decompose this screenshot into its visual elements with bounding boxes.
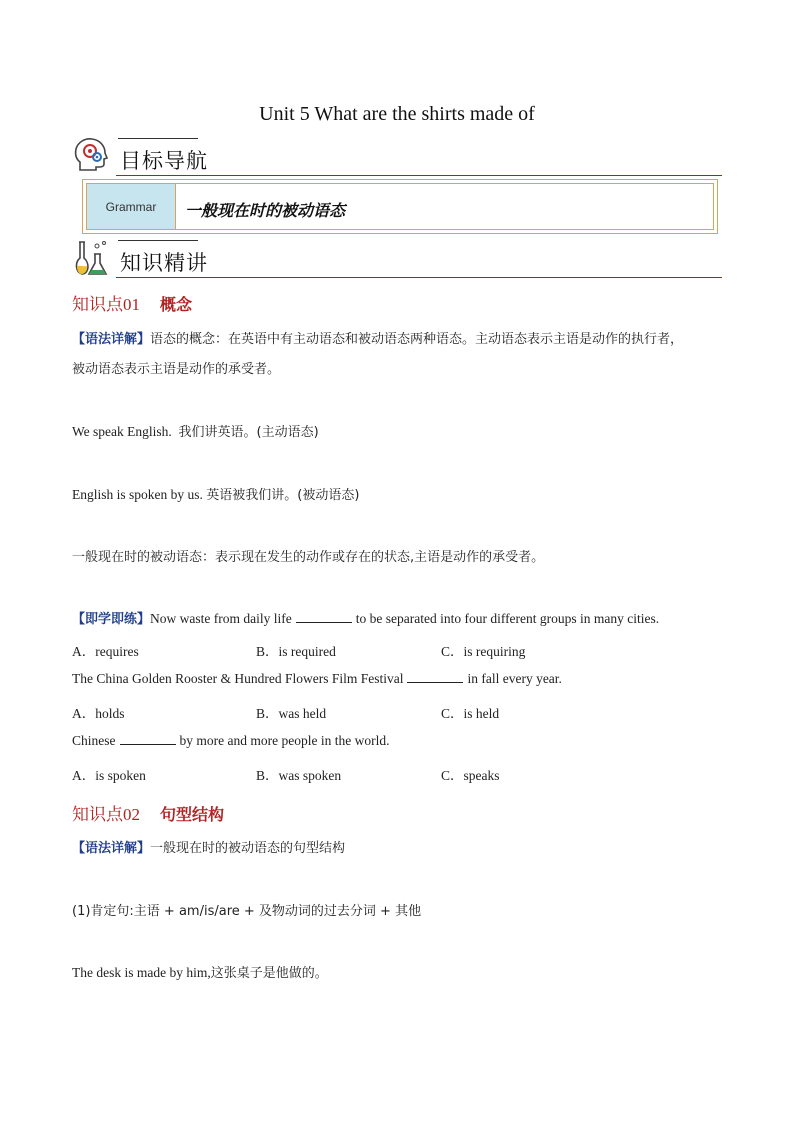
kp2-explain: 【语法详解】一般现在时的被动语态的句型结构 — [72, 841, 346, 856]
kp1-example1: We speak English. 我们讲英语。(主动语态) — [72, 424, 319, 440]
grammar-detail-tag: 【语法详解】 — [72, 841, 151, 856]
q1-option-b[interactable]: B．is required — [256, 644, 336, 659]
section-top-line — [118, 138, 198, 139]
kp2-heading — [72, 800, 224, 825]
answer-blank[interactable] — [296, 612, 352, 623]
section-top-line — [118, 240, 198, 241]
section-header-nav — [72, 136, 722, 176]
practice-q3: Chinese by more and more people in the world. — [72, 733, 390, 748]
q3-option-b[interactable]: B．was spoken — [256, 768, 342, 783]
head-gears-icon — [72, 136, 112, 176]
q2-option-b[interactable]: B．was held — [256, 706, 327, 721]
kp2-rule1: (1)肯定句:主语 + am/is/are + 及物动词的过去分词 + 其他 — [72, 904, 422, 919]
kp1-example2: English is spoken by us. 英语被我们讲。(被动语态) — [72, 487, 360, 503]
answer-blank[interactable] — [407, 672, 463, 683]
q3-option-c[interactable]: C．speaks — [441, 768, 500, 783]
practice-q2: The China Golden Rooster & Hundred Flowers Film Festival in fall every year. — [72, 671, 562, 686]
section-title-knowledge: 知识精讲 — [120, 251, 208, 275]
kp1-explain-line1: 【语法详解】语态的概念：在英语中有主动语态和被动语态两种语态。主动语态表示主语是动作的执行者， — [72, 332, 684, 347]
section-rule — [116, 175, 722, 176]
practice-q1: 【即学即练】Now waste from daily life to be separated into four different groups in many cities. — [72, 611, 660, 627]
q2-option-a[interactable]: A．holds — [72, 706, 125, 721]
q1-option-c[interactable]: C．is requiring — [441, 644, 526, 659]
q2-option-c[interactable]: C．is held — [441, 706, 500, 721]
nav-table — [82, 179, 718, 234]
kp2-name: 句型结构 — [160, 805, 225, 824]
kp1-name: 概念 — [160, 295, 193, 314]
grammar-detail-tag: 【语法详解】 — [72, 332, 151, 347]
q1-option-a[interactable]: A．requires — [72, 644, 139, 659]
q3-option-a[interactable]: A．is spoken — [72, 768, 146, 783]
lab-flasks-icon — [72, 238, 112, 278]
practice-tag: 【即学即练】 — [72, 612, 151, 627]
section-rule — [116, 277, 722, 278]
answer-blank[interactable] — [120, 734, 176, 745]
kp1-number: 知识点01 — [72, 295, 140, 314]
nav-table-content: 一般现在时的被动语态 — [185, 201, 346, 220]
nav-table-label: Grammar — [87, 184, 176, 229]
section-title-nav: 目标导航 — [120, 149, 208, 173]
section-header-knowledge — [72, 238, 722, 278]
kp1-definition: 一般现在时的被动语态：表示现在发生的动作或存在的状态,主语是动作的承受者。 — [72, 550, 545, 565]
document-title: Unit 5 What are the shirts made of — [259, 103, 535, 125]
kp2-example: The desk is made by him,这张桌子是他做的。 — [72, 965, 328, 981]
kp1-explain-line2: 被动语态表示主语是动作的承受者。 — [72, 362, 281, 377]
kp1-heading — [72, 290, 192, 315]
kp2-number: 知识点02 — [72, 805, 140, 824]
